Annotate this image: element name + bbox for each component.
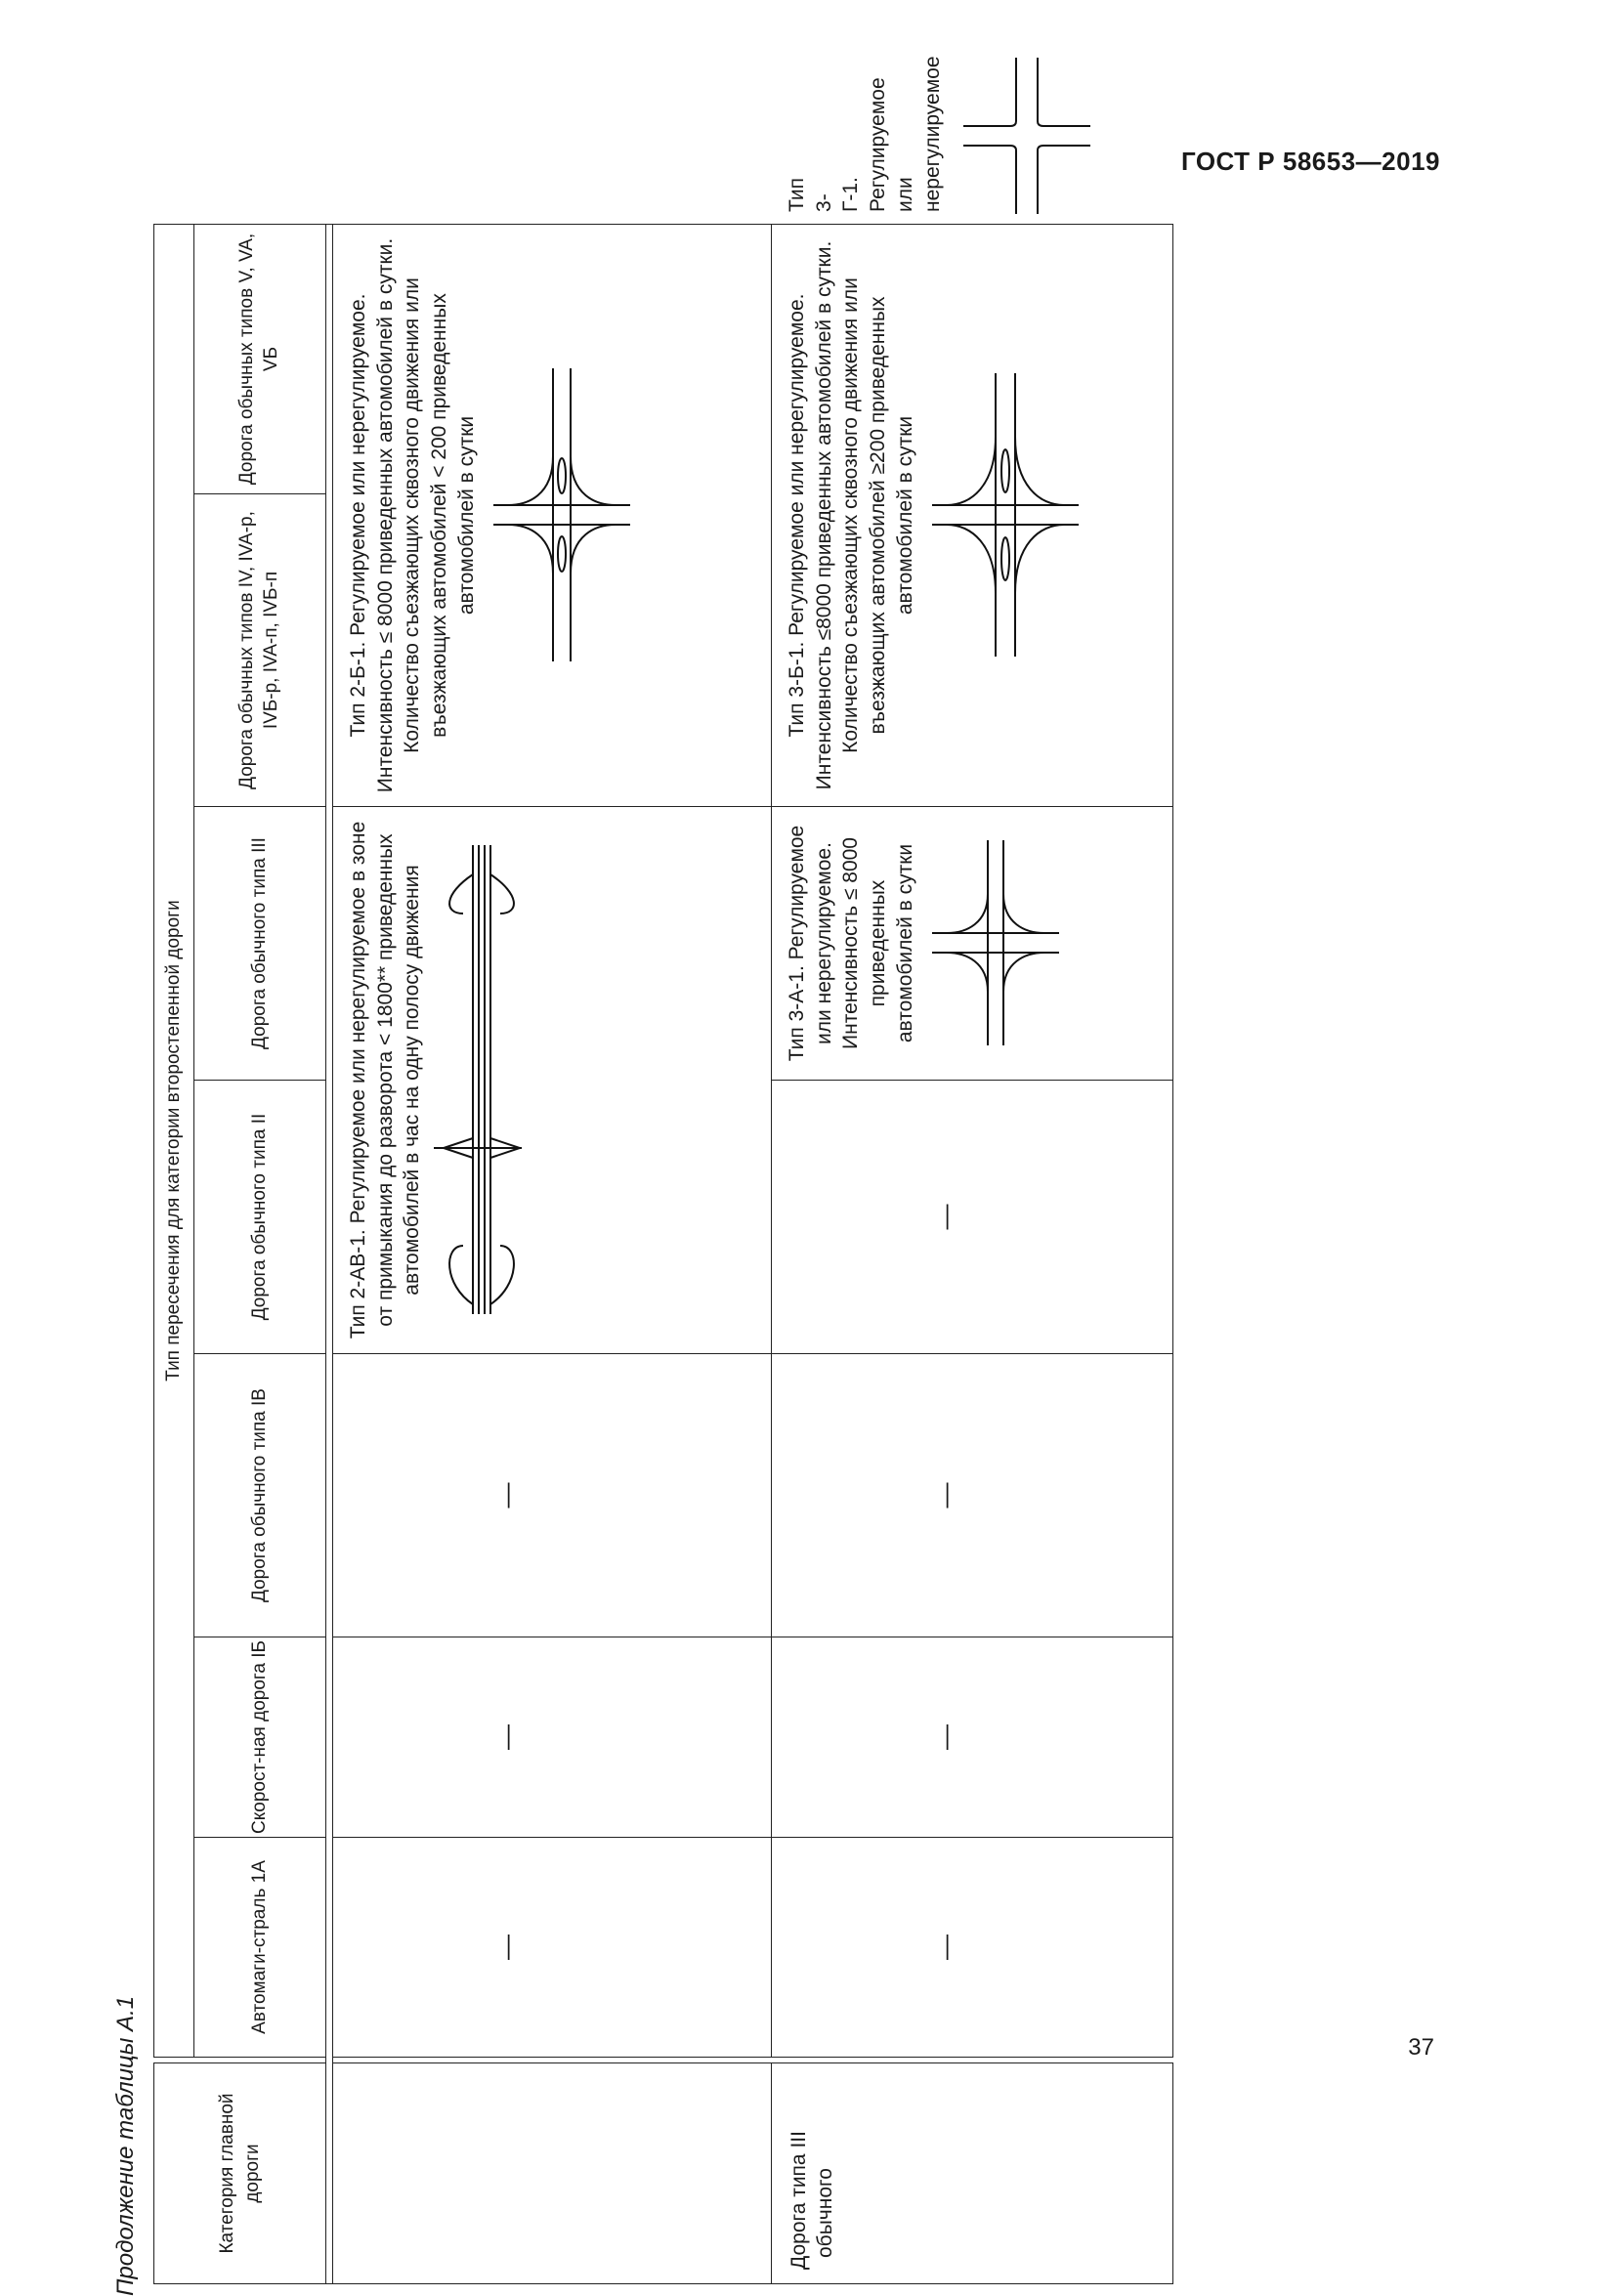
- row2-main-category-b: обычного: [814, 2168, 837, 2258]
- row2-cell-type-3b1: Тип 3-Б-1. Регулируемое или нерегулируемое. Интенсивность ≤8000 приведенных автомобилей в сутки. Количество съезжающих сквозного движения или въезжающих автомобилей ≥200 приведенных автомобилей в сутки: [772, 224, 1173, 806]
- col-header-4: Дорога обычных типов IV, IVA-р, IVБ-р, IVA-п, IVБ-п: [194, 494, 326, 807]
- row1-cell-1a: —: [333, 1838, 772, 2058]
- interchange-3a1-icon: [927, 836, 1064, 1051]
- interchange-2b1-icon: [489, 360, 635, 672]
- row2-cell-1a: —: [772, 1838, 1173, 2058]
- row1-cell-type-2b1: Тип 2-Б-1. Регулируемое или нерегулируемое. Интенсивность ≤ 8000 приведенных автомобилей в сутки. Количество съезжающих сквозного движения или въезжающих автомобилей < 200 приведенных автомобилей в сутки: [333, 224, 772, 806]
- intersection-types-table: Категория главной дороги Тип пересечения для категории второстепенной дороги Автомаги-страль 1А Скорост-ная дорога IБ Дорога обычного типа IВ Дорога обычного типа II Дорога обычного типа III Дорога обычных типов IV, IVA-р, IVБ-р, IVA-п, IVБ-п Дорога обычных типов V, VA, VБ — — — Тип 2-АВ-1. Регулируемое или нерегулируемое в зоне от примыкания до разворота < 1800** приведенных автомобилей в час на одну полосу движения Тип 2-Б-1. Регулируемое или нерегулируемое. Интенсивность ≤ 8000 приведенных автомобилей в сутки. Количество съезжающих сквозного движения или въезжающих автомобилей < 200 приведенных автомобилей в сутки Дорога типа III обычного — — — — Тип 3-А-1. Регулируемое или нерегулируемое. Интенсивность ≤ 8000 приведенных автомобилей в сутки Тип 3-Б-1. Регулируемое или нерегулируемое. Интенсивность ≤8000 приведенных автомобилей в сутки. Количество съезжающих сквозного движения или въезжающих автомобилей ≥200 приведенных автомобилей в сутки Тип 3-Г-1. Регулируемое или нерегулируемое: [153, 224, 1173, 2284]
- page-number: 37: [1408, 2034, 1434, 2061]
- row2-cell-2: —: [772, 1081, 1173, 1354]
- intersection-3g1-icon: [954, 48, 1100, 224]
- col-header-1a: Автомаги-страль 1А: [194, 1838, 326, 2058]
- interchange-3b1-icon: [927, 369, 1084, 662]
- table-caption: Продолжение таблицы А.1: [112, 1995, 139, 2296]
- col-header-1b: Скорост-ная дорога IБ: [194, 1637, 326, 1838]
- interchange-2av1-icon: [434, 836, 522, 1325]
- row2-cell-1b: —: [772, 1637, 1173, 1838]
- row1-cell-type-2av1: Тип 2-АВ-1. Регулируемое или нерегулируемое в зоне от примыкания до разворота < 1800** приведенных автомобилей в час на одну полосу движения: [333, 807, 772, 1354]
- row1-cell-1v: —: [333, 1354, 772, 1637]
- row1-main-category: [333, 2063, 772, 2284]
- row2-cell-type-3a1: Тип 3-А-1. Регулируемое или нерегулируемое. Интенсивность ≤ 8000 приведенных автомобилей в сутки: [772, 807, 1173, 1081]
- row2-cell-1v: —: [772, 1354, 1173, 1637]
- col-header-3: Дорога обычного типа III: [194, 807, 326, 1081]
- group-header: Тип пересечения для категории второстепенной дороги: [154, 224, 194, 2057]
- col-header-1v: Дорога обычного типа IВ: [194, 1354, 326, 1637]
- row2-main-category-a: Дорога типа III: [787, 2131, 810, 2270]
- col-header-2: Дорога обычного типа II: [194, 1081, 326, 1354]
- row1-cell-1b: —: [333, 1637, 772, 1838]
- col-header-5: Дорога обычных типов V, VA, VБ: [194, 224, 326, 493]
- row2-main-category: [772, 2063, 1173, 2284]
- main-category-header: Категория главной дороги: [154, 2063, 326, 2284]
- document-code: ГОСТ Р 58653—2019: [1180, 147, 1440, 176]
